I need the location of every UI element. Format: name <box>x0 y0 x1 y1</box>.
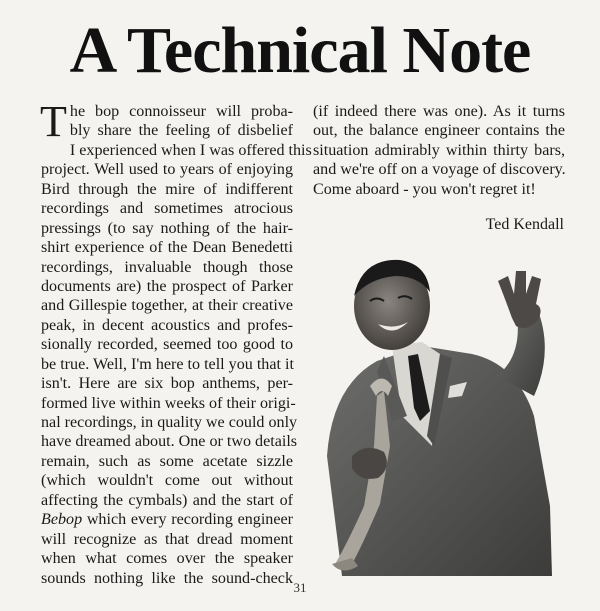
text-line: Bird through the mire of indifferent <box>41 180 293 198</box>
text-line: formed live within weeks of their origi- <box>41 394 296 412</box>
text-line <box>41 510 293 529</box>
text-line: peak, in decent acoustics and profes- <box>41 316 293 334</box>
text-line: out, the balance engineer contains the <box>313 122 565 140</box>
text-line: project. Well used to years of enjoying <box>41 161 293 179</box>
text-line: be true. Well, I'm here to tell you that it <box>41 355 294 373</box>
dropcap: T <box>40 97 67 146</box>
text-line: bly share the feeling of disbelief <box>69 122 293 140</box>
text-line: sounds nothing like the sound-check <box>41 569 293 587</box>
text-fragment: which every recording engineer <box>86 511 293 529</box>
trumpeter-photo <box>322 246 552 576</box>
text-line: will recognize as that dread moment <box>41 530 293 548</box>
text-line: recordings, invaluable though those <box>41 258 293 276</box>
text-line: (which wouldn't come out without <box>41 472 293 490</box>
text-line: situation admirably within thirty bars, <box>313 141 565 159</box>
text-line: Come aboard - you won't regret it! <box>313 180 536 198</box>
text-line: documents are) the prospect of Parker <box>41 277 293 295</box>
text-line: and Gillespie together, at their creative <box>41 297 293 315</box>
right-column <box>313 102 565 199</box>
page-title: A Technical Note <box>69 14 531 87</box>
text-line: and we're off on a voyage of discovery. <box>313 161 566 179</box>
text-line: pressings (to say nothing of the hair- <box>41 219 293 237</box>
italic-title: Bebop <box>41 511 83 529</box>
text-line: he bop connoisseur will proba- <box>69 103 293 120</box>
text-line: affecting the cymbals) and the start of <box>41 491 293 509</box>
page-number: 31 <box>293 580 307 595</box>
text-line: recordings and sometimes atrocious <box>41 200 293 218</box>
text-line: nal recordings, in quality we could only <box>41 414 298 431</box>
text-line: isn't. Here are six bop anthems, per- <box>41 375 293 393</box>
text-line: I experienced when I was offered this <box>69 141 312 159</box>
text-line: shirt experience of the Dean Benedetti <box>41 239 293 257</box>
author-signature: Ted Kendall <box>485 216 564 233</box>
text-line: have dreamed about. One or two details <box>41 433 298 451</box>
text-line: when what comes over the speaker <box>41 550 293 568</box>
text-line: sionally recorded, seemed too good to <box>41 336 293 354</box>
text-line: (if indeed there was one). As it turns <box>313 103 565 120</box>
text-line: remain, such as some acetate sizzle <box>41 452 293 470</box>
